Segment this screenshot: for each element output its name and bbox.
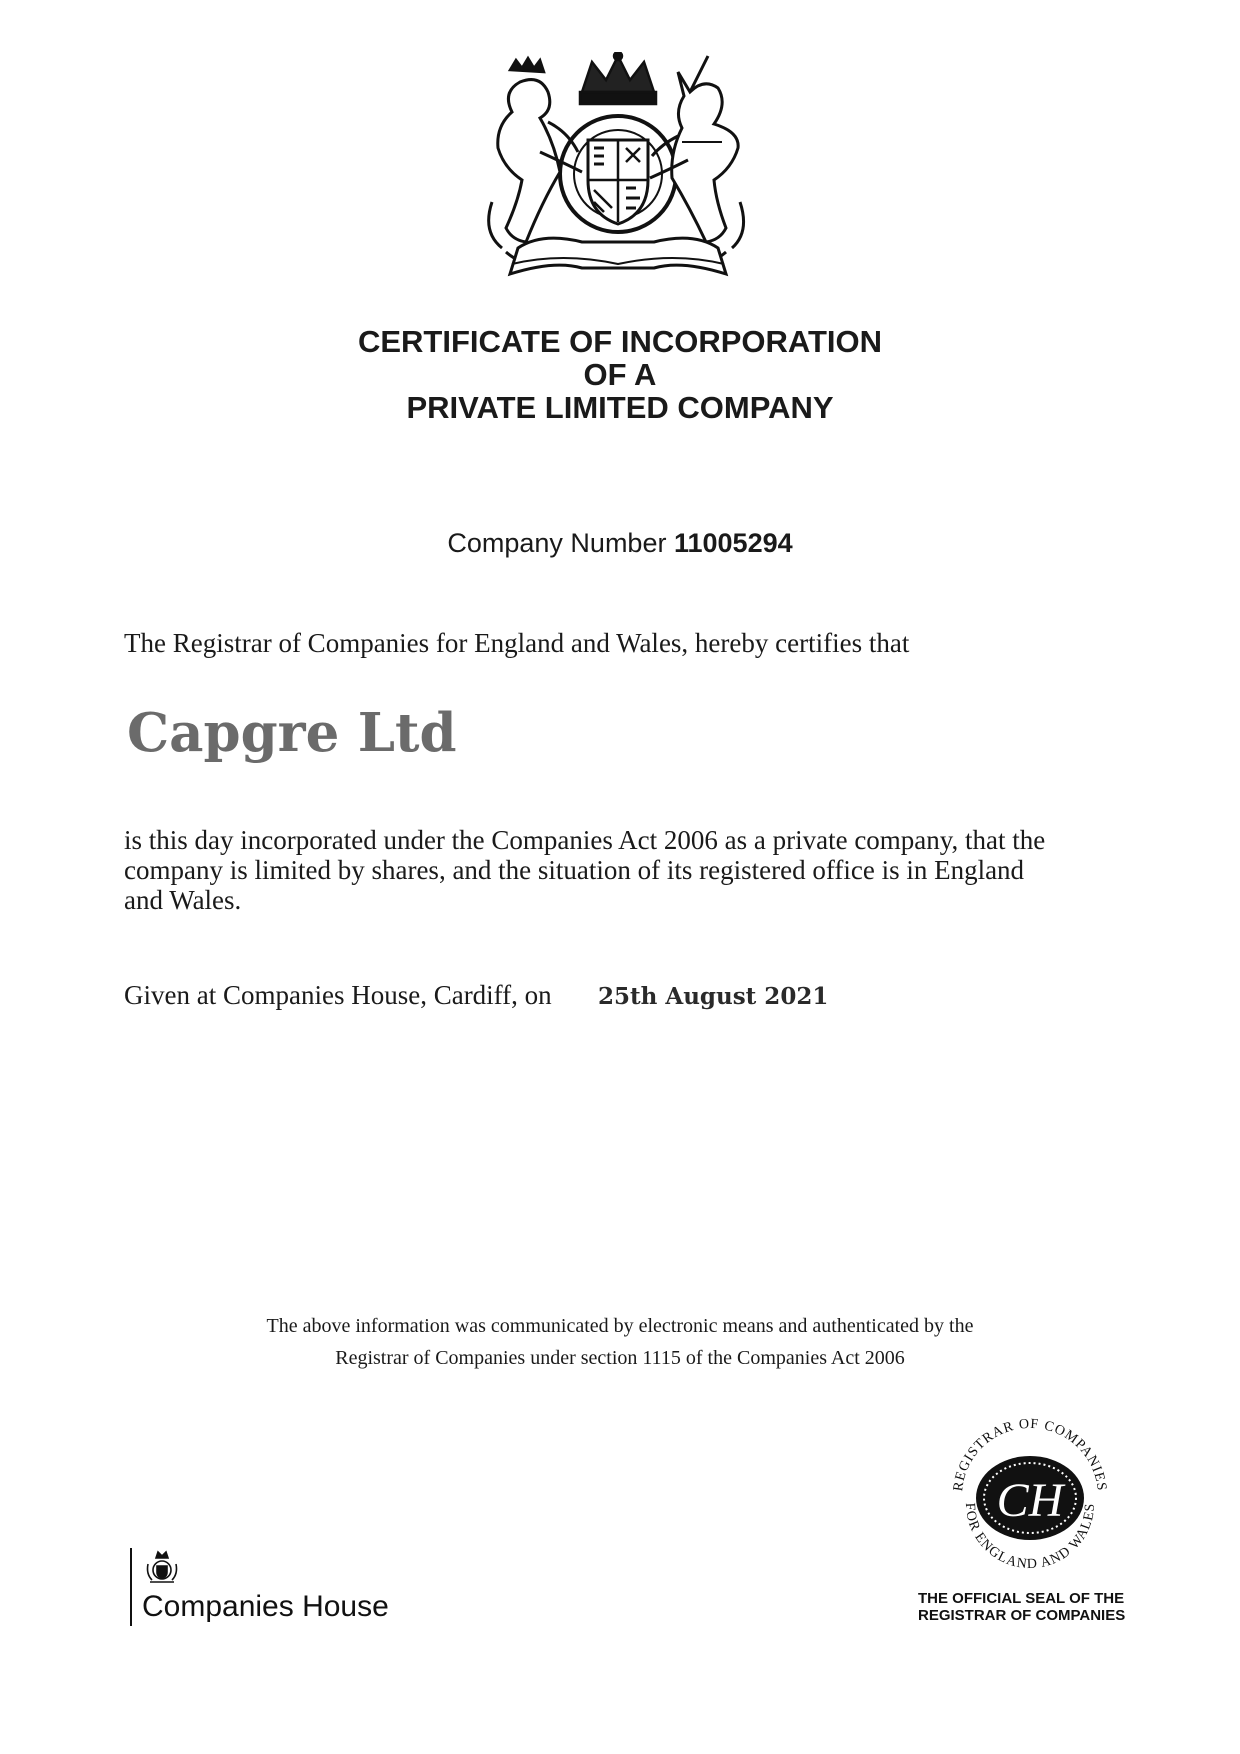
incorporation-date: 25th August 2021 — [598, 983, 829, 1010]
seal-caption-line-2: REGISTRAR OF COMPANIES — [918, 1607, 1126, 1624]
authentication-note — [0, 1310, 1240, 1374]
company-number-label: Company Number — [447, 528, 667, 558]
incorporation-line-3: and Wales. — [124, 885, 242, 915]
certificate-title — [0, 325, 1240, 424]
seal-ring-text-bottom: FOR ENGLAND AND WALES — [961, 1502, 1099, 1573]
incorporation-paragraph — [124, 825, 1124, 915]
seal-monogram: CH — [996, 1474, 1064, 1527]
company-number-value: 11005294 — [673, 528, 793, 558]
companies-house-wordmark: Companies House — [142, 1590, 389, 1623]
title-line-1: CERTIFICATE OF INCORPORATION — [357, 324, 883, 359]
given-at-text: Given at Companies House, Cardiff, on — [124, 980, 552, 1010]
title-line-3: PRIVATE LIMITED COMPANY — [406, 390, 834, 425]
authentication-note-line-2: Registrar of Companies under section 1115 of the Companies Act 2006 — [335, 1347, 905, 1369]
royal-coat-of-arms-icon — [482, 52, 754, 288]
seal-ring-text-top: REGISTRAR OF COMPANIES — [951, 1416, 1109, 1493]
logo-divider — [130, 1548, 132, 1626]
companies-house-logo — [130, 1548, 450, 1626]
registrar-seal-icon — [940, 1400, 1120, 1580]
company-number — [0, 528, 1240, 559]
title-line-2: OF A — [583, 357, 657, 392]
incorporation-line-2: company is limited by shares, and the situation of its registered office is in England — [124, 855, 1025, 885]
certifies-statement: The Registrar of Companies for England and Wales, hereby certifies that — [124, 628, 910, 658]
authentication-note-line-1: The above information was communicated by electronic means and authenticated by the — [266, 1315, 974, 1337]
company-name: Capgre Ltd — [127, 702, 457, 764]
seal-caption — [918, 1590, 1178, 1624]
companies-house-crest-icon — [144, 1550, 180, 1586]
seal-caption-line-1: THE OFFICIAL SEAL OF THE — [918, 1590, 1125, 1607]
incorporation-line-1: is this day incorporated under the Companies Act 2006 as a private company, that the — [124, 825, 1046, 855]
